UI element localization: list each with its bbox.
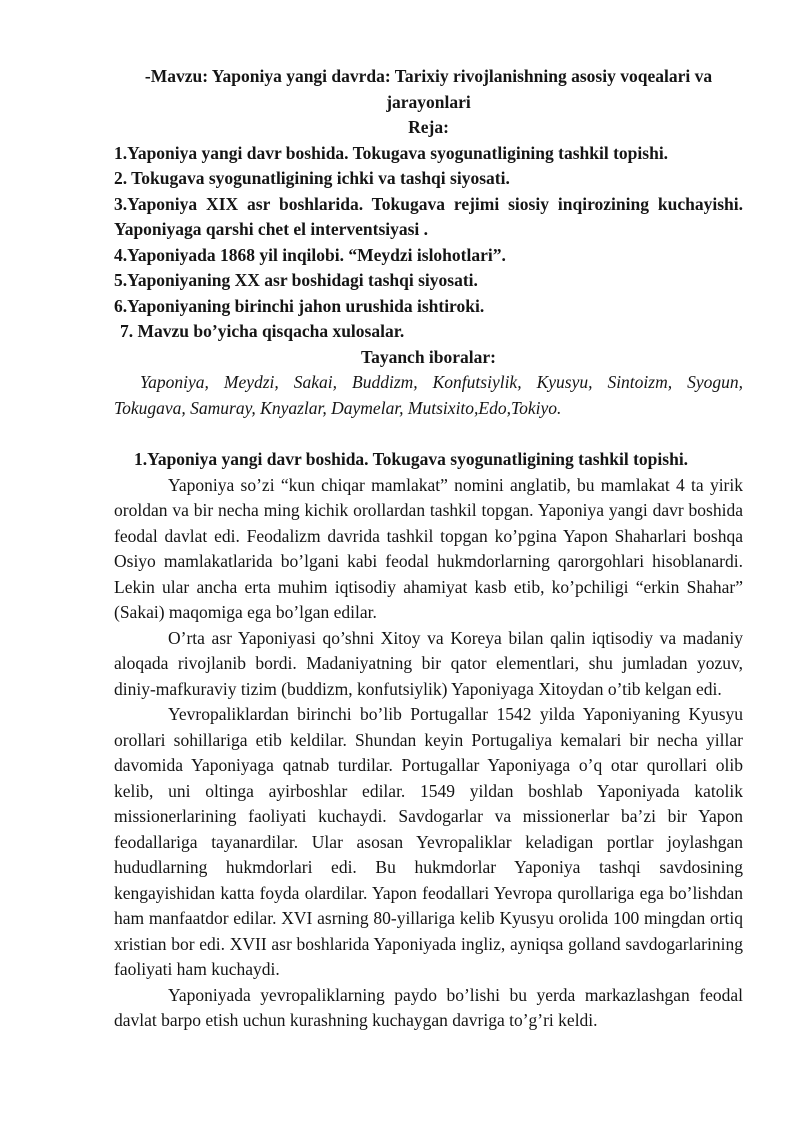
paragraph-3: Yevropaliklardan birinchi bo’lib Portugallar 1542 yilda Yaponiyaning Kyusyu orollari sohillariga etib keldilar. Shundan keyin Portugaliya kemalari bir necha yillar davomida Yaponiyaga qatnab turdilar. Portugallar Yaponiyaga o’q otar qurollari olib kelib, uni oltinga ayirboshlar edilar. 1549 yildan boshlab Yaponiyada katolik missionerlarining faoliyati kuchaydi. Savdogarlar va missionerlar ba’zi bir Yapon feodallariga tayanardilar. Ular asosan Yevropaliklar keladigan portlar joylashgan hududlarning hukmdorlari edi. Bu hukmdorlar Yaponiya tashqi savdosining kengayishidan katta foyda olardilar. Yapon feodallari Yevropa qurollariga ega bo’lishdan ham manfaatdor edilar. XVI asrning 80-yillariga kelib Kyusyu orolida 100 mingdan ortiq xristian bor edi. XVII asr boshlarida Yaponiyada ingliz, ayniqsa golland savdogarlarining faoliyati ham kuchaydi. <box>114 704 743 979</box>
plan-list <box>114 141 743 345</box>
plan-item-6: 6.Yaponiyaning birinchi jahon urushida ishtiroki. <box>114 295 485 316</box>
plan-item-7: 7. Mavzu bo’yicha qisqacha xulosalar. <box>120 321 405 341</box>
plan-item-3: 3.Yaponiya XIX asr boshlarida. Tokugava rejimi siosiy inqirozining kuchayishi. Yaponiyaga qarshi chet el interventsiyasi . <box>114 193 743 239</box>
section-1-heading: 1.Yaponiya yangi davr boshida. Tokugava syogunatligining tashkil topishi. <box>134 449 689 469</box>
plan-item-4: 4.Yaponiyada 1868 yil inqilobi. “Meydzi islohotlari”. <box>114 244 506 265</box>
key-terms-heading: Tayanch iboralar: <box>361 346 496 367</box>
plan-item-5: 5.Yaponiyaning XX asr boshidagi tashqi siyosati. <box>114 270 478 290</box>
paragraph-4: Yaponiyada yevropaliklarning paydo bo’lishi bu yerda markazlashgan feodal davlat barpo etish uchun kurashning kuchaygan davriga to’g’ri keldi. <box>114 984 743 1030</box>
paragraph-2: O’rta asr Yaponiyasi qo’shni Xitoy va Koreya bilan qalin iqtisodiy va madaniy aloqada rivojlanib bordi. Madaniyatning bir qator elementlari, shu jumladan yozuv, diniy-mafkuraviy tizim (buddizm, konfutsiylik) Yaponiyaga Xitoydan o’tib kelgan edi. <box>114 627 743 699</box>
plan-item-1: 1.Yaponiya yangi davr boshida. Tokugava syogunatligining tashkil topishi. <box>114 142 669 163</box>
plan-item-2: 2. Tokugava syogunatligining ichki va tashqi siyosati. <box>114 168 510 188</box>
paragraph-1: Yaponiya so’zi “kun chiqar mamlakat” nomini anglatib, bu mamlakat 4 ta yirik oroldan va bir necha ming kichik orollardan tashkil topgan. Yaponiya yangi davr boshida feodal davlat edi. Feodalizm davrida tashkil topgan ko’pgina Yapon Shaharlari boshqa Osiyo mamlakatlarida bo’lgani kabi feodal hukmdorlarning qarorgohlari hisoblanardi. Lekin ular ancha erta muhim iqtisodiy ahamiyat kasb etib, ko’pchiligi “erkin Shahar” (Sakai) maqomiga ega bo’lgan edilar. <box>114 474 743 622</box>
section-1-body <box>114 473 743 1034</box>
document-title: -Mavzu: Yaponiya yangi davrda: Tarixiy rivojlanishning asosiy voqealari va jarayonlari <box>144 66 713 112</box>
key-terms: Yaponiya, Meydzi, Sakai, Buddizm, Konfutsiylik, Kyusyu, Sintoizm, Syogun, Tokugava, Samuray, Knyazlar, Daymelar, Mutsixito,Edo,Tokiyo. <box>114 372 743 418</box>
plan-heading: Reja: <box>408 117 449 137</box>
